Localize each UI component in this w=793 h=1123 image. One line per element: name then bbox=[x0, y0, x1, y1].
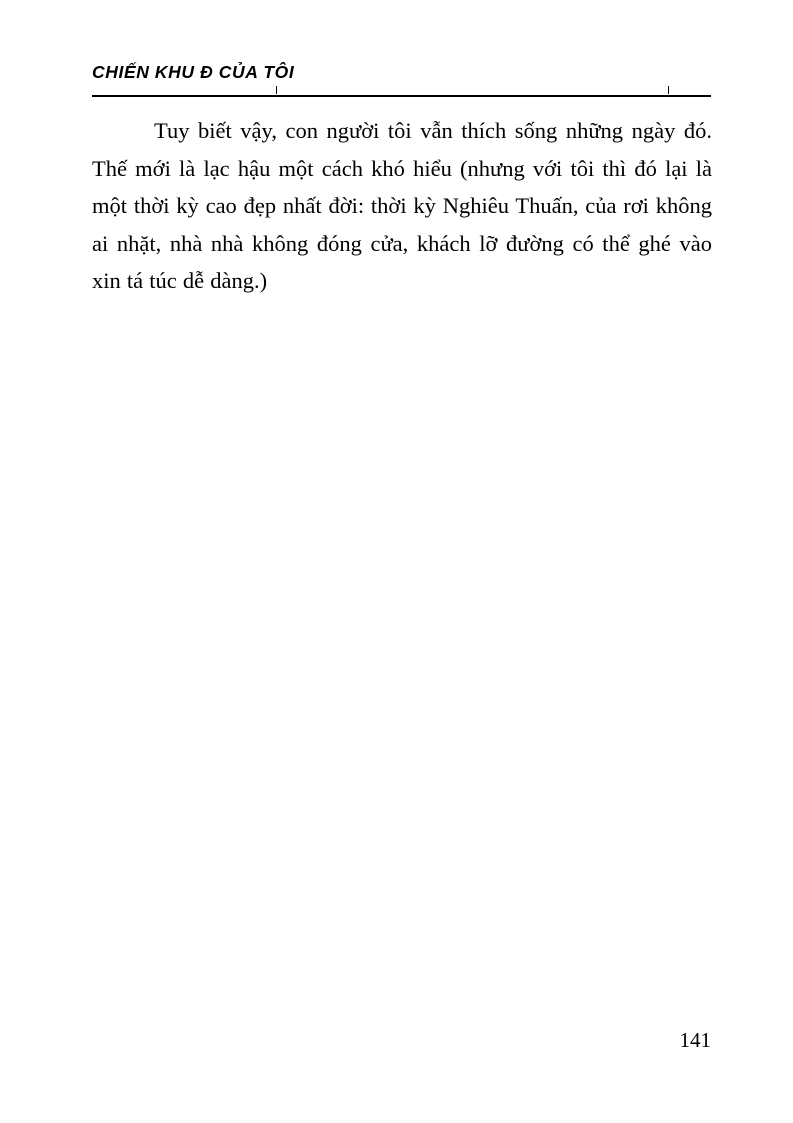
header-tick-mark-left bbox=[276, 86, 277, 94]
body-paragraph: Tuy biết vậy, con người tôi vẫn thích sống những ngày đó. Thế mới là lạc hậu một cách khó hiểu (nhưng với tôi thì đó lại là một thời kỳ cao đẹp nhất đời: thời kỳ Nghiêu Thuấn, của rơi không ai nhặt, nhà nhà không đóng cửa, khách lỡ đường có thể ghé vào xin tá túc dễ dàng.) bbox=[92, 118, 712, 293]
page-number: 141 bbox=[679, 1028, 711, 1052]
header-divider-rule bbox=[92, 95, 711, 97]
header-tick-mark-right bbox=[668, 86, 669, 94]
running-title: CHIẾN KHU Đ CỦA TÔI bbox=[92, 62, 295, 82]
page-header bbox=[92, 62, 710, 83]
